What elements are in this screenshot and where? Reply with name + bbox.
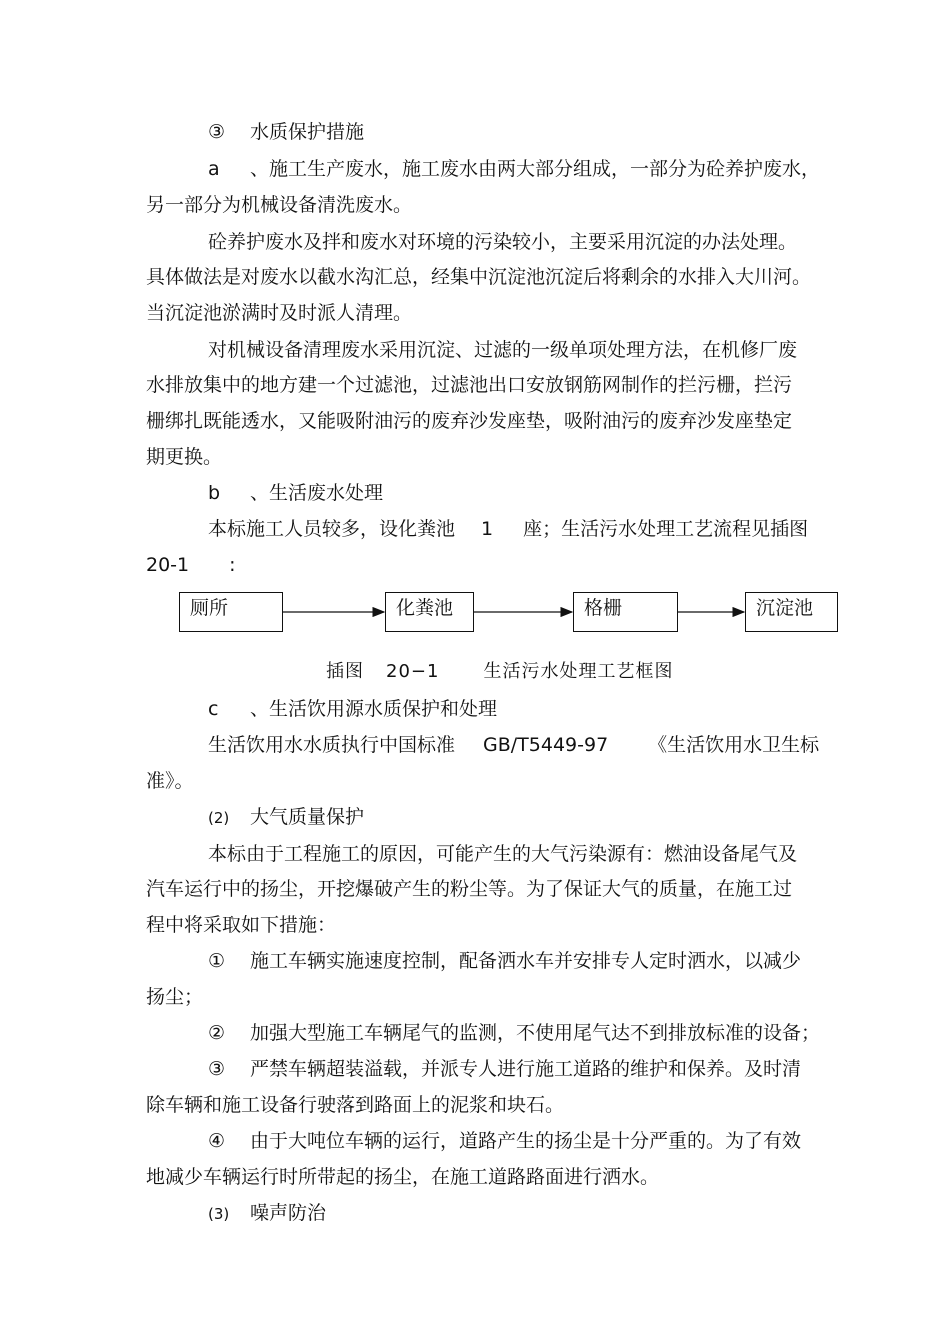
measure-item: [208, 1021, 820, 1045]
measure-item: [208, 1129, 801, 1153]
section-heading-air: [208, 805, 364, 830]
flow-box-septic-tank: [385, 592, 474, 632]
text-run: 本标施工人员较多，设化粪池: [208, 518, 456, 540]
heading-text: 噪声防治: [250, 1202, 327, 1224]
text-run: 由于大吨位车辆的运行，道路产生的扬尘是十分严重的。为了有效: [250, 1130, 802, 1152]
paragraph-line: 本标由于工程施工的原因，可能产生的大气污染源有：燃油设备尾气及: [208, 843, 798, 865]
paragraph-line: 当沉淀池淤满时及时派人清理。: [146, 302, 413, 324]
paragraph-line: 除车辆和施工设备行驶落到路面上的泥浆和块石。: [146, 1094, 565, 1116]
text-run: 严禁车辆超装溢载，并派专人进行施工道路的维护和保养。及时清: [250, 1058, 802, 1080]
figure-caption: [326, 660, 673, 684]
flow-box-label: 化粪池: [396, 597, 454, 619]
flow-box-label: 格栅: [584, 597, 623, 619]
item-c-heading: [208, 697, 497, 721]
text-run: :: [229, 554, 236, 576]
flow-box-label: 厕所: [190, 597, 229, 619]
paragraph-line: 栅绑扎既能透水，又能吸附油污的废弃沙发座垫，吸附油污的废弃沙发座垫定: [146, 410, 793, 432]
paragraph-line: 具体做法是对废水以截水沟汇总，经集中沉淀池沉淀后将剩余的水排入大川河。: [146, 266, 812, 288]
heading-text: 、生活饮用源水质保护和处理: [250, 698, 498, 720]
text-run: 施工车辆实施速度控制，配备洒水车并安排专人定时洒水，以减少: [250, 950, 802, 972]
item-label: a: [208, 158, 220, 180]
paragraph-line: 程中将采取如下措施：: [146, 914, 337, 936]
paragraph-line: 水排放集中的地方建一个过滤池，过滤池出口安放钢筋网制作的拦污栅，拦污: [146, 374, 793, 396]
paragraph-line: 准》。: [146, 770, 194, 792]
circled-number: ④: [208, 1130, 226, 1152]
section-heading-noise: [208, 1201, 326, 1226]
caption-number: 20−1: [386, 661, 440, 682]
item-b-heading: [208, 481, 383, 505]
text-run: 加强大型施工车辆尾气的监测，不使用尾气达不到排放标准的设备；: [250, 1022, 821, 1044]
flow-box-grille: [573, 592, 678, 632]
section-heading-water: [208, 120, 364, 144]
circled-number: ③: [208, 121, 226, 143]
heading-text: 大气质量保护: [250, 806, 365, 828]
flow-box-sedimentation-tank: [745, 592, 838, 632]
section-number: (3): [208, 1205, 230, 1223]
text-run: 1: [481, 518, 494, 540]
paragraph-line: [208, 517, 808, 541]
paragraph-line: 地减少车辆运行时所带起的扬尘，在施工道路路面进行洒水。: [146, 1166, 660, 1188]
paragraph-line: 期更换。: [146, 446, 223, 468]
circled-number: ①: [208, 950, 226, 972]
heading-text: 、生活废水处理: [250, 482, 384, 504]
text-run: 生活饮用水水质执行中国标准: [208, 734, 456, 756]
circled-number: ③: [208, 1058, 226, 1080]
item-a-line1: [208, 157, 820, 181]
paragraph-line: [146, 553, 236, 577]
flow-box-toilet: [179, 592, 283, 632]
section-number: (2): [208, 809, 230, 827]
paragraph-line: 对机械设备清理废水采用沉淀、过滤的一级单项处理方法，在机修厂废: [208, 339, 798, 361]
figure-ref: 20-1: [146, 554, 190, 576]
text-run: 《生活饮用水卫生标: [648, 734, 820, 756]
item-label: b: [208, 482, 221, 504]
paragraph-line: [208, 733, 819, 757]
caption-title: 生活污水处理工艺框图: [483, 661, 674, 682]
paragraph-text: 、施工生产废水，施工废水由两大部分组成，一部分为砼养护废水，: [250, 158, 821, 180]
measure-item: [208, 949, 801, 973]
paragraph-line: 扬尘；: [146, 986, 204, 1008]
paragraph-line: 砼养护废水及拌和废水对环境的污染较小，主要采用沉淀的办法处理。: [208, 231, 798, 253]
item-a-line2: 另一部分为机械设备清洗废水。: [146, 194, 413, 216]
item-label: c: [208, 698, 219, 720]
text-run: 座；生活污水处理工艺流程见插图: [523, 518, 809, 540]
flow-box-label: 沉淀池: [756, 597, 814, 619]
heading-text: 水质保护措施: [250, 121, 365, 143]
circled-number: ②: [208, 1022, 226, 1044]
paragraph-line: 汽车运行中的扬尘，开挖爆破产生的粉尘等。为了保证大气的质量，在施工过: [146, 878, 793, 900]
caption-prefix: 插图: [326, 661, 364, 682]
measure-item: [208, 1057, 801, 1081]
standard-code: GB/T5449-97: [483, 734, 609, 756]
